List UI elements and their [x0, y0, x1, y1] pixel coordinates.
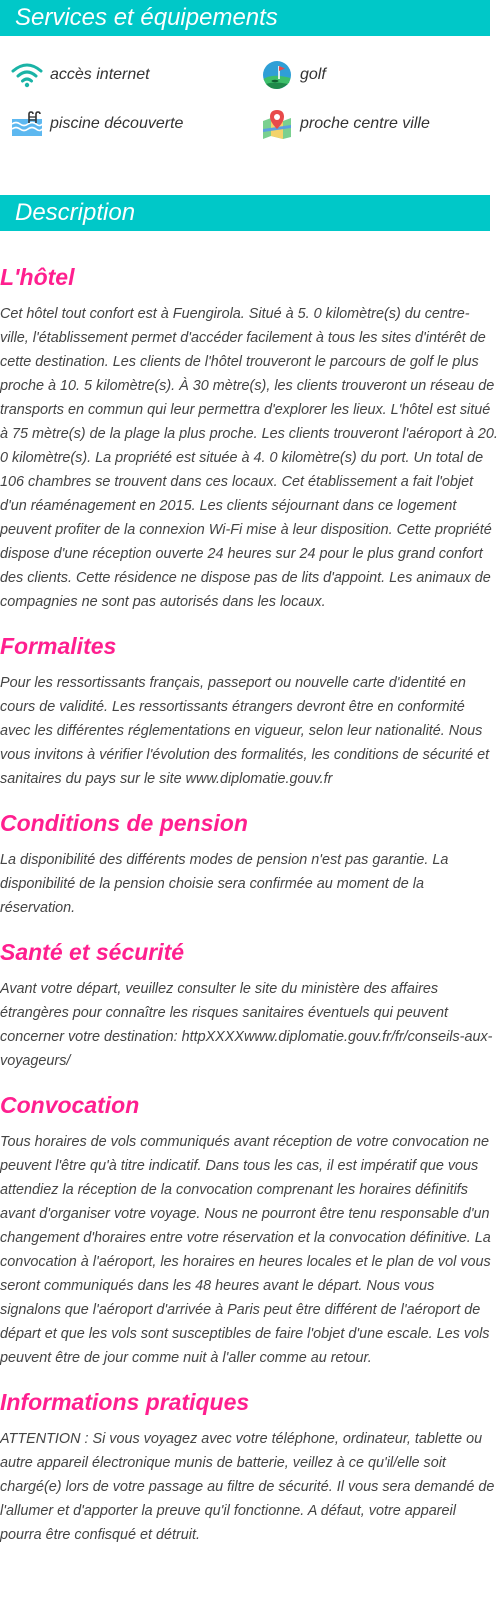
section-heading: Convocation: [0, 1092, 140, 1118]
section-practical-info: [0, 1387, 498, 1547]
section-formalities: [0, 631, 498, 791]
section-heading: Santé et sécurité: [0, 939, 185, 965]
golf-icon: [260, 59, 294, 91]
amenity-internet: [10, 59, 150, 91]
section-text: Avant votre départ, veuillez consulter le site du ministère des affaires étrangères pour connaître les risques sanitaires éventuels qui peuvent concerner votre destination: httpXXXXwww.diplomatie.gouv.fr/fr/conseils-aux-voyageurs/: [0, 981, 493, 1069]
section-hotel: [0, 262, 498, 614]
amenity-label: accès internet: [50, 66, 150, 83]
section-heading: L'hôtel: [0, 264, 75, 290]
section-heading: Formalites: [0, 633, 117, 659]
amenity-label: proche centre ville: [300, 115, 430, 132]
section-heading: Conditions de pension: [0, 810, 248, 836]
section-convocation: [0, 1090, 498, 1370]
wifi-icon: [10, 59, 44, 91]
map-pin-icon: [260, 108, 294, 140]
pool-icon: [10, 108, 44, 140]
description-header: Description: [0, 195, 490, 231]
section-text: Cet hôtel tout confort est à Fuengirola. Situé à 5. 0 kilomètre(s) du centre-ville, l'établissement permet d'accéder facilement à tous les sites d'intérêt de cette destination. Les clients de l'hôtel trouveront le parcours de golf le plus proche à 10. 5 kilomètre(s). À 30 mètre(s), les clients trouveront un réseau de transports en commun qui leur permettra d'explorer les lieux. L'hôtel est situé à 75 mètre(s) de la plage la plus proche. Les clients trouveront l'aéroport à 20. 0 kilomètre(s). La propriété est située à 4. 0 kilomètre(s) du port. Un total de 106 chambres se trouvent dans ces locaux. Cet établissement a fait l'objet d'un réaménagement en 2015. Les clients séjournant dans ce logement peuvent profiter de la connexion Wi-Fi mise à leur disposition. Cette propriété dispose d'une réception ouverte 24 heures sur 24 pour le plus grand confort des clients. Cette résidence ne dispose pas de lits d'appoint. Les animaux de compagnies ne sont pas autorisés dans les locaux.: [0, 306, 498, 610]
section-text: La disponibilité des différents modes de pension n'est pas garantie. La disponibilité de la pension choisie sera confirmée au moment de la réservation.: [0, 852, 449, 916]
amenity-near-city-center: [260, 108, 430, 140]
services-header: Services et équipements: [0, 0, 490, 36]
amenity-golf: [260, 59, 326, 91]
description-content: [0, 250, 498, 1564]
section-text: Pour les ressortissants français, passeport ou nouvelle carte d'identité en cours de validité. Les ressortissants étrangers devront être en conformité avec les différentes réglementations en vigueur, selon leur nationalité. Nous vous invitons à vérifier l'évolution des formalités, les conditions de sécurité et sanitaires du pays sur le site www.diplomatie.gouv.fr: [0, 675, 490, 787]
amenities-list: [0, 55, 500, 165]
section-heading: Informations pratiques: [0, 1389, 250, 1415]
section-text: Tous horaires de vols communiqués avant réception de votre convocation ne peuvent l'être qu'à titre indicatif. Dans tous les cas, il est impératif que vous attendiez la réception de la convocation comprenant les horaires définitifs avant d'organiser votre voyage. Nous ne pourront être tenu responsable d'un changement d'horaires entre votre réservation et la convocation définitive. La convocation à l'aéroport, les horaires en heures locales et le plan de vol vous seront communiqués dans les 48 heures avant le départ. Nous vous signalons que l'aéroport d'arrivée à Paris peut être différent de l'aéroport de départ et que les vols sont susceptibles de faire l'objet d'une escale. Les vols peuvent être de jour comme nuit à l'aller comme au retour.: [0, 1134, 491, 1366]
amenity-label: piscine découverte: [50, 115, 184, 132]
amenity-label: golf: [300, 66, 326, 83]
section-text: ATTENTION : Si vous voyagez avec votre téléphone, ordinateur, tablette ou autre appareil électronique munis de batterie, veillez à ce qu'il/elle soit chargé(e) lors de votre passage au filtre de sécurité. Il vous sera demandé de l'allumer et d'apporter la preuve qu'il fonctionne. A défaut, votre appareil pourra être confisqué et détruit.: [0, 1431, 495, 1543]
section-board-conditions: [0, 808, 498, 920]
section-health-safety: [0, 937, 498, 1073]
amenity-outdoor-pool: [10, 108, 183, 140]
